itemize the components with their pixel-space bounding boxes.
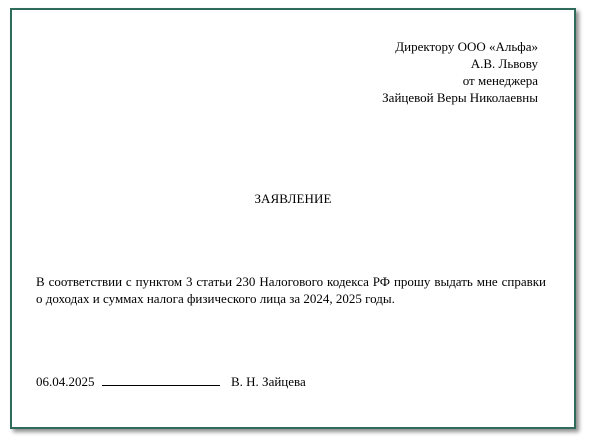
addressee-line-name: А.В. Львову xyxy=(470,56,538,71)
signature-block xyxy=(36,373,306,390)
addressee-line-sender: Зайцевой Веры Николаевны xyxy=(382,90,538,105)
document-body: В соответствии с пунктом 3 статьи 230 Налогового кодекса РФ прошу выдать мне справки о доходах и суммах налога физического лица за 2024, 2025 годы. xyxy=(36,274,546,306)
signature-date: 06.04.2025 xyxy=(36,374,95,389)
addressee-block xyxy=(382,38,538,106)
signature-line xyxy=(102,373,220,386)
document-title: ЗАЯВЛЕНИЕ xyxy=(254,191,332,206)
addressee-line-from: от менеджера xyxy=(462,73,538,88)
document-page xyxy=(10,8,576,429)
signature-name: В. Н. Зайцева xyxy=(231,374,306,389)
addressee-line-director: Директору ООО «Альфа» xyxy=(395,39,538,54)
